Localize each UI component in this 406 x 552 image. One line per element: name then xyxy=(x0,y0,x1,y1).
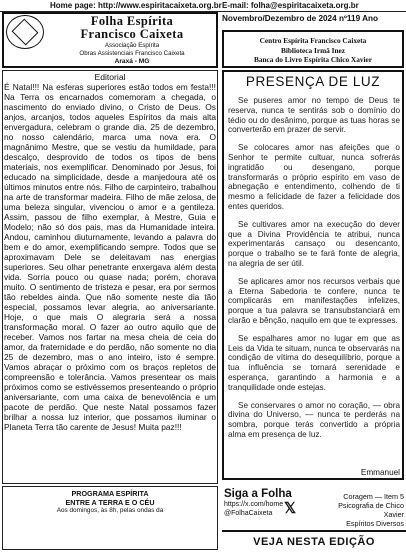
article-paragraph: Se puseres amor no tempo de Deus te reserva, nunca te sentirás sob o domínio do tédio ou do desânimo, porque as tuas horas se converterão em prazer de servir. xyxy=(228,96,400,135)
program-title: PROGRAMA ESPÍRITA ENTRE A TERRA E O CÉU xyxy=(65,489,155,507)
article-title: PRESENÇA DE LUZ xyxy=(245,74,381,89)
center-box: Centro Espírita Francisco Caixeta Biblioteca Irmã Inez Banca do Livro Espírita Chico Xavier xyxy=(222,30,404,68)
article-body xyxy=(228,96,400,448)
article-paragraph: Se aplicares amor nos recursos verbais que a Eterna Sabedoria te confere, nunca te complicarás em manifestações infelizes, porque a tua palavra se transubstanciará em clarão e bênção, naquilo em que te expresses. xyxy=(228,276,400,325)
follow-title: Siga a Folha xyxy=(224,488,292,500)
editorial-body: É Natal!!! Na esferas superiores estão todos em festa!!! Na Terra os encarnados comemoram a chegada, o nascimento do enviado divino, o Cristo de Deus. Os anjos, arcanjos, todos aqueles Espíritos da mais alta envergadura, celebram o grande dia. 25 de dezembro, no nosso calendário, marca uma nova era. O magnânimo Mestre, que se vestiu da humildade, para descalço, desprovido de todos os tipos de bens materiais, nos exemplificar. Denominado por Jesus, foi educado na simplicidade, desde a manjedoura até os últimos minutos entre nós. Filho de carpinteiro, trabalhou na arte de transformar madeira. Filho de mãe zelosa, de uma beleza singular, vivenciou o amor e a gentileza. Assim, passou de filho exemplar, à Mestre, Guia e Modelo; não só dos pais, mas da Humanidade inteira. Andou, caminhou diuturnamente, levando a palavra do bem e do amor, exemplificando sempre. Todos que se aproximavam Dele se deleitavam nas energias superiores. Seu olhar penetrante enxergava além desta vida. Sorria pouco ou quase nada; porém, chorava muito. O sentimento de tristeza e pesar, era por sermos tão rebeldes ainda. Que não somente neste dia tão especial, possamos levar alegria, ao aniversariante. Hoje, o que mais O alegraria será a nossa transformação moral. O fazer ao outro aquilo que de receber. Vamos nos fartar na mesa cheia de ceia do amor, da fraternidade e do perdão, não somente no dia 25 de dezembro, mas o ano inteiro, isto é sempre. Vamos abraçar o próximo com os braços repletos de compreensão e tolerância. Vamos presentear os mais próximos como se estivéssemos presenteando o próprio aniversariante, com uma caixa de benevolência e um pacote de perdão. Que neste Natal possamos fazer brilhar a nossa luz interior, que possamos iluminar o Planeta Terra tão carente de Jesus! Muita paz!!! xyxy=(4,82,216,432)
top-bar xyxy=(0,0,406,12)
article-paragraph: Se cultivares amor na execução do dever que a Divina Providência te atribui, nunca experimentarás cansaço ou desencanto, porque o trabalho se te fará fonte de alegria, na alegria de ser útil. xyxy=(228,219,400,268)
home-page-link[interactable]: Home page: http://www.espiritacaixeta.org.br xyxy=(50,1,222,10)
veja-nesta-edicao: VEJA NESTA EDIÇÃO xyxy=(222,530,406,552)
publication-subtitle: Associação Espírita Obras Assistenciais Francisco Caixeta xyxy=(79,42,185,57)
email-link[interactable]: E-mail: folha@espiritacaixeta.org.br xyxy=(222,1,359,10)
follow-link[interactable]: https://x.com/home xyxy=(224,501,284,508)
follow-handle[interactable]: @FolhaCaixeta xyxy=(224,510,273,517)
article-paragraph: Se colocares amor nas afeições que o Senhor te permite cultuar, nunca sofrerás ingratidão ou desengano, porque transformarás o próprio espírito em vaso de abnegação e entendimento, colhendo de ti mesmo a felicidade de fazer a felicidade dos entes queridos. xyxy=(228,143,400,211)
program-text: Aos domingos, às 8h, pelas ondas da xyxy=(56,507,164,514)
program-box xyxy=(2,486,218,550)
follow-block xyxy=(224,488,318,518)
issue-date: Novembro/Dezembro de 2024 nº119 Ano xyxy=(222,14,379,23)
article-signature: Emmanuel xyxy=(360,468,400,477)
article-paragraph: Se conservares o amor no coração, — obra divina do Universo, — nunca te perderás na sombra, porque terás convertido a própria alma em presença de luz. xyxy=(228,400,400,439)
publication-title: Folha Espírita Francisco Caixeta xyxy=(80,14,184,41)
x-logo-icon[interactable]: 𝕏 xyxy=(284,500,297,517)
article-credit: Coragem — Item 5 Psicografia de Chico Xavier Espíritos Diversos xyxy=(338,492,404,528)
publication-city: Araxá - MG xyxy=(114,58,150,65)
article-paragraph: Se espalhares amor no lugar em que as Leis da Vida te situam, nunca te observarás na condição de vítima do desequilíbrio, porque a tua influência se tornará serenidade e esperança, garantindo a harmonia e a tranquilidade onde estejas. xyxy=(228,333,400,392)
editorial-title: Editorial xyxy=(94,72,126,82)
logo-icon xyxy=(6,15,44,49)
